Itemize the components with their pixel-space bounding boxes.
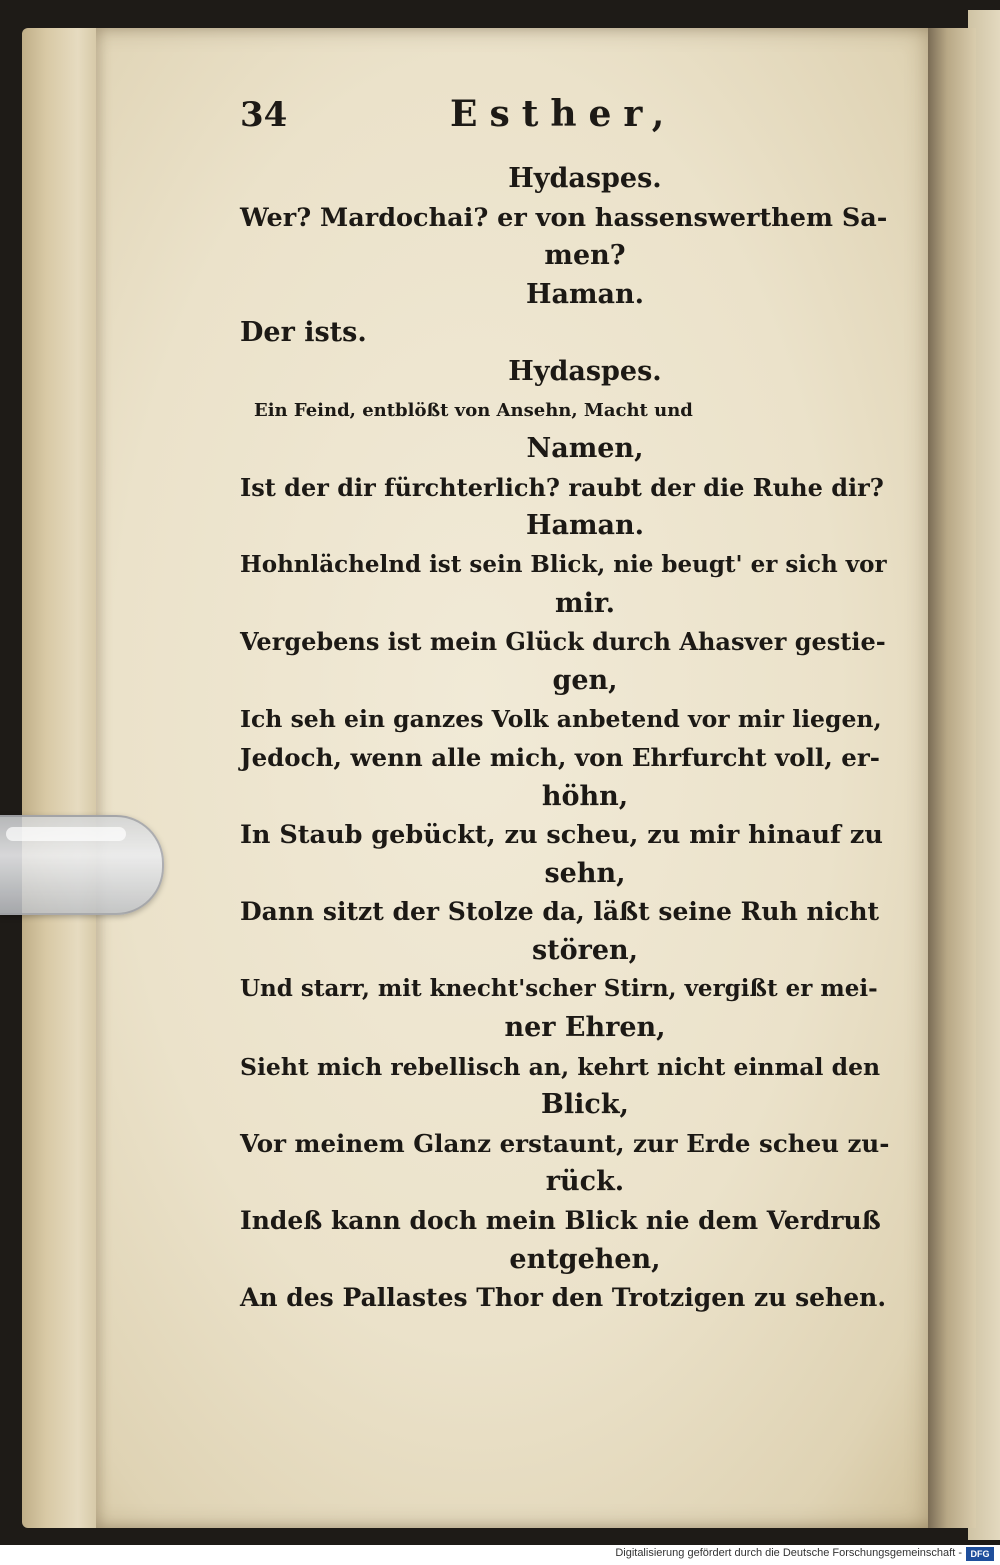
clip-highlight	[6, 827, 126, 841]
verse-continuation: Namen,	[526, 433, 644, 465]
verse-line: Jedoch, wenn alle mich, von Ehrfurcht voll, er-	[240, 742, 880, 772]
speaker-name: Haman.	[525, 278, 645, 310]
verse-line: An des Pallastes Thor den Trotzigen zu sehen.	[240, 1283, 887, 1313]
verse-continuation: men?	[544, 240, 626, 272]
speaker-name: Hydaspes.	[508, 355, 662, 387]
verse-continuation: ner Ehren,	[504, 1012, 666, 1044]
verse-continuation: mir.	[555, 587, 615, 619]
speaker-name: Haman.	[525, 510, 645, 542]
page-holder-clip	[0, 815, 164, 915]
book-edge	[22, 28, 102, 1528]
verse-continuation: Blick,	[541, 1089, 629, 1121]
verse-line: In Staub gebückt, zu scheu, zu mir hinauf zu	[240, 820, 883, 851]
verse-line: Vergebens ist mein Glück durch Ahasver gestie-	[240, 627, 886, 657]
verse-line: Ein Feind, entblößt von Ansehn, Macht und	[254, 399, 693, 421]
verse-continuation: entgehen,	[509, 1243, 661, 1275]
verse-line: Ich seh ein ganzes Volk anbetend vor mir liegen,	[240, 705, 882, 734]
running-title: Esther,	[450, 93, 677, 135]
verse-line: Dann sitzt der Stolze da, läßt seine Ruh nicht	[240, 897, 880, 927]
speaker-name: Hydaspes.	[508, 163, 662, 194]
verse-line: Der ists.	[240, 317, 367, 349]
page-gutter	[928, 28, 976, 1528]
verse-line: Indeß kann doch mein Blick nie dem Verdruß	[240, 1206, 881, 1236]
verse-continuation: höhn,	[541, 780, 629, 812]
text-body	[240, 160, 890, 1318]
verse-continuation: sehn,	[544, 857, 626, 889]
verse-line: Sieht mich rebellisch an, kehrt nicht einmal den	[240, 1052, 881, 1081]
running-head	[240, 95, 880, 145]
verse-line: Vor meinem Glanz erstaunt, zur Erde scheu zu-	[240, 1128, 890, 1158]
verse-line: Hohnlächelnd ist sein Blick, nie beugt' er sich vor	[240, 550, 887, 578]
verse-line: Wer? Mardochai? er von hassenswerthem Sa-	[240, 202, 888, 233]
page-number: 34	[240, 95, 288, 135]
dfg-logo: DFG	[966, 1547, 994, 1561]
footer-credit: Digitalisierung gefördert durch die Deutsche Forschungsgemeinschaft -	[615, 1547, 962, 1559]
verse-continuation: gen,	[552, 664, 618, 696]
verse-continuation: rück.	[545, 1166, 625, 1198]
verse-line: Und starr, mit knecht'scher Stirn, vergißt er mei-	[240, 975, 878, 1003]
verse-continuation: stören,	[531, 934, 639, 966]
verse-line: Ist der dir fürchterlich? raubt der die Ruhe dir?	[240, 472, 884, 502]
